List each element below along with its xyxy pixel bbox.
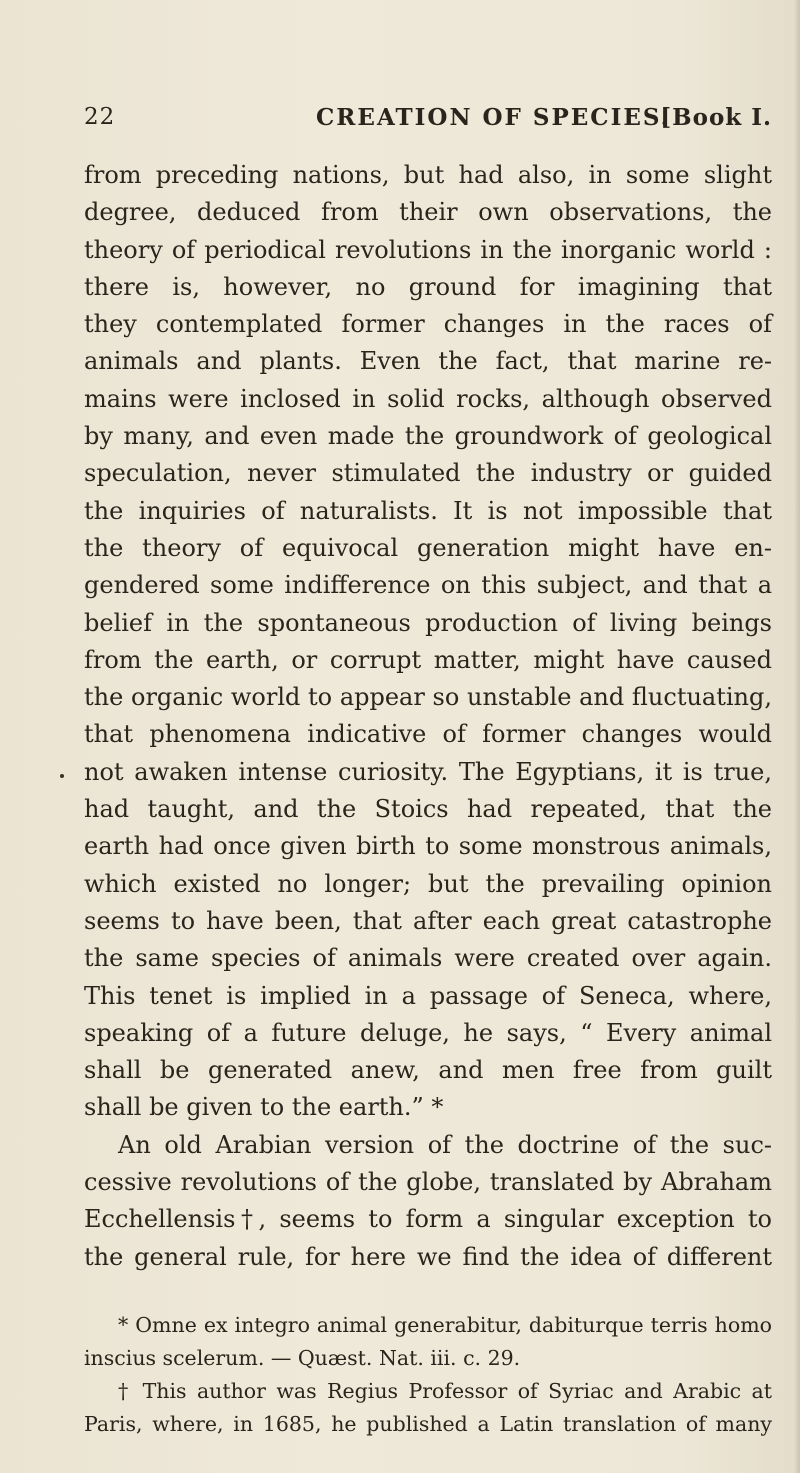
text-line: belief in the spontaneous production of living beings [84, 608, 772, 637]
text-line: there is, however, no ground for imagining that [84, 272, 772, 301]
text-line: cessive revolutions of the globe, translated by Abraham [84, 1168, 772, 1197]
body-text [84, 157, 772, 1276]
text-line: speculation, never stimulated the industry or guided [84, 459, 772, 488]
text-line: not awaken intense curiosity. The Egyptians, it is true, [84, 757, 772, 786]
text-line: the organic world to appear so unstable and fluctuating, [84, 683, 772, 712]
text-line: from the earth, or corrupt matter, might have caused [84, 645, 772, 674]
text-line: the theory of equivocal generation might have en- [84, 533, 772, 562]
paragraph-end-line: shall be given to the earth.” * [84, 1093, 444, 1122]
text-line: degree, deduced from their own observations, the [84, 198, 772, 227]
paragraph-start-line: An old Arabian version of the doctrine of the suc- [118, 1130, 772, 1159]
text-line: the inquiries of naturalists. It is not impossible that [84, 496, 772, 525]
text-line: This tenet is implied in a passage of Seneca, where, [84, 981, 772, 1010]
text-line: which existed no longer; but the prevailing opinion [84, 869, 772, 898]
text-line: animals and plants. Even the fact, that marine re- [84, 347, 772, 376]
page-edge-shadow [794, 0, 800, 1473]
text-line: that phenomena indicative of former changes would [84, 720, 772, 749]
text-line: by many, and even made the groundwork of geological [84, 422, 772, 451]
text-line: the general rule, for here we find the idea of different [84, 1242, 772, 1271]
footnote-line: † This author was Regius Professor of Syriac and Arabic at [118, 1379, 772, 1403]
text-line: Ecchellensis†, seems to form a singular exception to [84, 1205, 772, 1234]
text-line: the same species of animals were created over again. [84, 944, 772, 973]
page-number: 22 [84, 104, 116, 130]
footnote-line: * Omne ex integro animal generabitur, dabiturque terris homo [118, 1313, 772, 1337]
footnote-line: inscius scelerum. — Quæst. Nat. iii. c. 29. [84, 1346, 521, 1370]
ink-speck [60, 774, 64, 778]
running-title: CREATION OF SPECIES. [316, 104, 671, 131]
text-line: from preceding nations, but had also, in some slight [84, 161, 772, 189]
text-line: seems to have been, that after each great catastrophe [84, 906, 772, 935]
text-line: theory of periodical revolutions in the inorganic world : [84, 235, 772, 264]
footnote-line: Paris, where, in 1685, he published a Latin translation of many [84, 1412, 772, 1436]
book-label: [Book I. [660, 104, 772, 131]
text-line: had taught, and the Stoics had repeated, that the [84, 795, 772, 824]
text-line: gendered some indifference on this subject, and that a [84, 571, 772, 600]
text-line: mains were inclosed in solid rocks, although observed [84, 384, 772, 413]
footnotes [84, 1309, 772, 1441]
text-line: shall be generated anew, and men free from guilt [84, 1056, 772, 1085]
running-header [84, 104, 772, 138]
text-line: they contemplated former changes in the races of [84, 310, 772, 339]
text-line: speaking of a future deluge, he says, “ Every animal [84, 1018, 772, 1047]
text-line: earth had once given birth to some monstrous animals, [84, 832, 772, 861]
